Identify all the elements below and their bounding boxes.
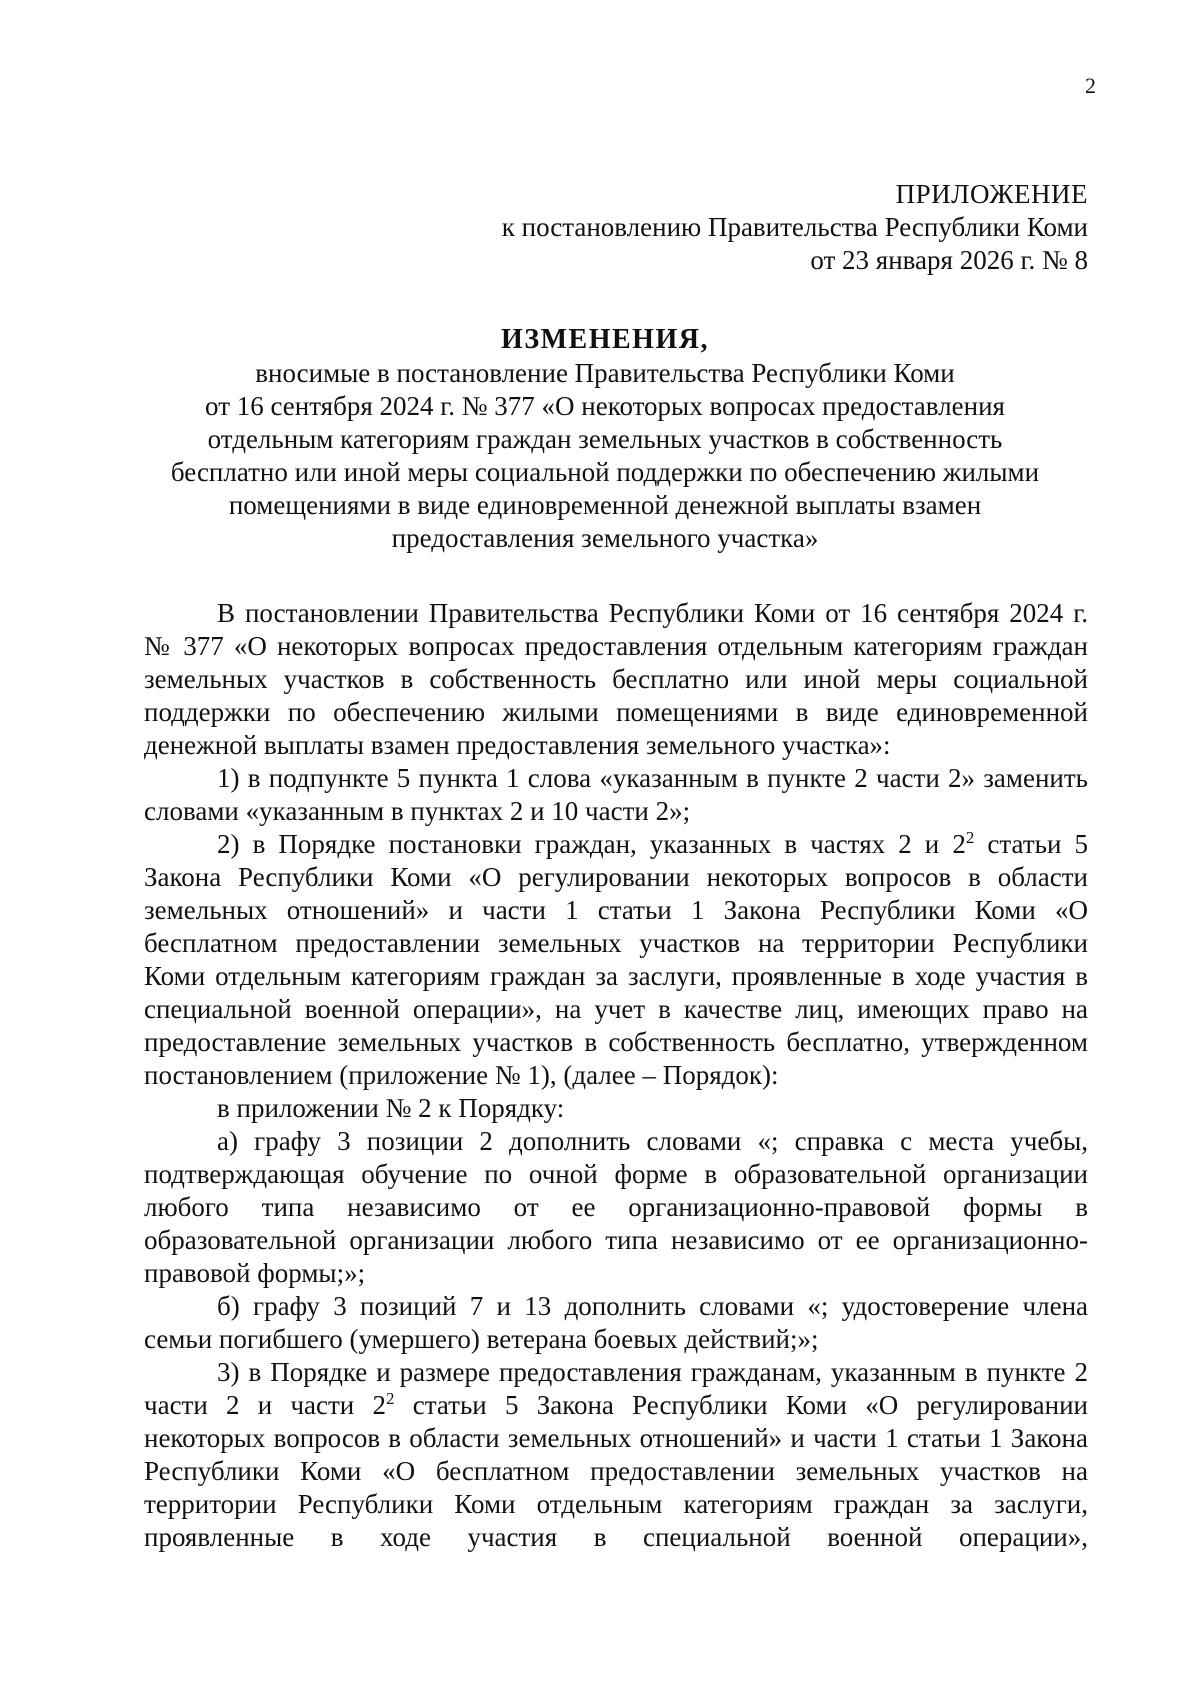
subtitle-line: бесплатно или иной меры социальной поддержки по обеспечению жилыми xyxy=(170,457,1040,487)
item-2-text-end: статьи 5 Закона Республики Коми «О регулировании некоторых вопросов в области земельных отношений» и части 1 статьи 1 Закона Республики Коми «О бесплатном предоставлении земельных участков на территории Республики Коми отдельным категориям граждан за заслуги, проявленные в ходе участия в специальной военной операции», на учет в качестве лиц, имеющих право на предоставление земельных участков в собственность бесплатно, утвержденном постановлением (приложение № 1), (далее – Порядок): xyxy=(144,829,1088,1090)
subtitle-line: предоставления земельного участка» xyxy=(391,523,819,553)
item-2b-paragraph: б) графу 3 позиций 7 и 13 дополнить словами «; удостоверение члена семьи погибшего (умершего) ветерана боевых действий;»; xyxy=(144,1291,1088,1354)
intro-paragraph: В постановлении Правительства Республики Коми от 16 сентября 2024 г. № 377 «О некоторых вопросах предоставления отдельным категориям граждан земельных участков в собственность бесплатно или иной меры социальной поддержки по обеспечению жилыми помещениями в виде единовременной денежной выплаты взамен предоставления земельного участка»: xyxy=(144,598,1088,760)
item-2-paragraph xyxy=(144,828,1088,1092)
item-3-text-end: статьи 5 Закона Республики Коми «О регулировании некоторых вопросов в области земельных отношений» и части 1 статьи 1 Закона Республики Коми «О бесплатном предоставлении земельных участков на территории Республики Коми отдельным категориям граждан за заслуги, проявленные в ходе участия в специальной военной операции», xyxy=(144,1390,1088,1552)
item-3-text-start: 3) в Порядке и размере предоставления гражданам, указанным в пункте 2 части 2 и части 2 xyxy=(144,1357,1088,1420)
document-title: ИЗМЕНЕНИЯ, xyxy=(501,324,709,355)
title-block xyxy=(155,323,1055,555)
item-2a-paragraph: а) графу 3 позиции 2 дополнить словами «; справка с места учебы, подтверждающая обучение по очной форме в образовательной организации любого типа независимо от ее организационно-правовой формы в образовательной организации любого типа независимо от ее организационно-правовой формы;»; xyxy=(144,1126,1088,1288)
subtitle-line: от 16 сентября 2024 г. № 377 «О некоторых вопросах предоставления xyxy=(205,391,1005,421)
superscript: 2 xyxy=(965,828,975,847)
appendix-block xyxy=(388,178,1088,277)
subtitle-line: вносимые в постановление Правительства Республики Коми xyxy=(255,358,955,388)
document-body xyxy=(144,597,1088,1554)
item-2-sub-paragraph: в приложении № 2 к Порядку: xyxy=(217,1093,565,1123)
item-3-paragraph xyxy=(144,1356,1088,1554)
superscript: 2 xyxy=(386,1389,395,1408)
subtitle-line: помещениями в виде единовременной денежной выплаты взамен xyxy=(228,490,982,520)
item-1-paragraph: 1) в подпункте 5 пункта 1 слова «указанным в пункте 2 части 2» заменить словами «указанным в пунктах 2 и 10 части 2»; xyxy=(144,763,1088,826)
item-2-text-start: 2) в Порядке постановки граждан, указанных в частях 2 и 2 xyxy=(217,829,966,859)
appendix-label: ПРИЛОЖЕНИЕ xyxy=(895,179,1088,209)
page-number: 2 xyxy=(1085,73,1096,98)
subtitle-line: отдельным категориям граждан земельных участков в собственность xyxy=(207,424,1003,454)
appendix-line-1: к постановлению Правительства Республики Коми xyxy=(501,212,1088,242)
appendix-line-2: от 23 января 2026 г. № 8 xyxy=(810,245,1088,275)
